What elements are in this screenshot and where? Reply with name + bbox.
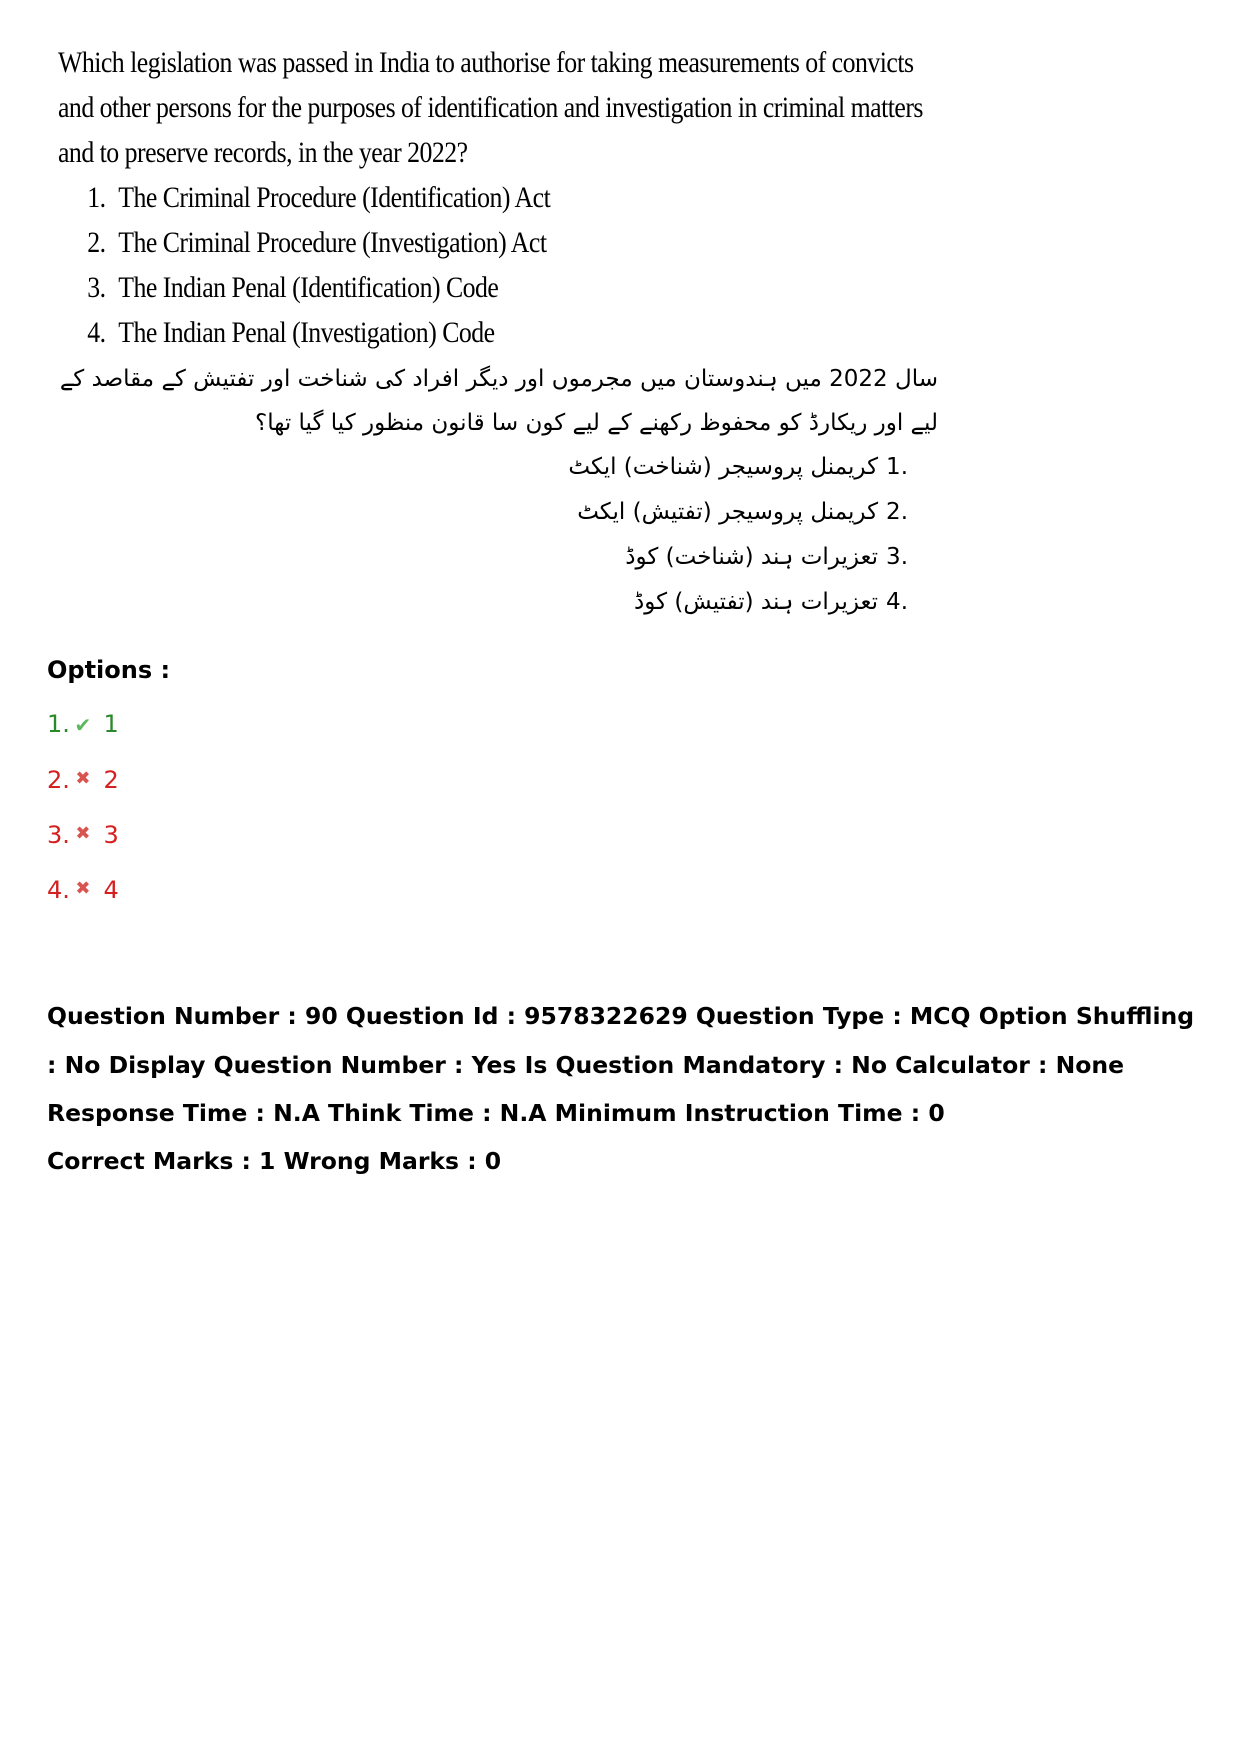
question-image bbox=[58, 40, 948, 625]
option-text: The Criminal Procedure (Investigation) Act bbox=[118, 226, 547, 259]
answer-value: 1 bbox=[103, 710, 119, 738]
answer-options-list bbox=[47, 708, 119, 928]
option-text: تعزیرات ہند (شناخت) کوڈ bbox=[625, 544, 879, 570]
cross-icon: ✖ bbox=[75, 878, 91, 899]
option-number: .3 bbox=[886, 544, 908, 570]
english-option bbox=[87, 220, 823, 265]
urdu-option bbox=[58, 535, 908, 580]
answer-option-3 bbox=[47, 818, 119, 873]
answer-number: 2. bbox=[47, 766, 70, 794]
option-text: تعزیرات ہند (تفتیش) کوڈ bbox=[634, 589, 879, 615]
question-text-english: Which legislation was passed in India to authorise for taking measurements of convicts and other persons for the purposes of identification and investigation in criminal matters and to preserve records, in the year 2022? bbox=[58, 46, 923, 169]
english-option bbox=[87, 175, 823, 220]
english-option bbox=[87, 310, 823, 355]
answer-number: 4. bbox=[47, 876, 70, 904]
option-number: 1. bbox=[87, 181, 106, 214]
option-text: The Indian Penal (Investigation) Code bbox=[118, 316, 495, 349]
option-text: کریمنل پروسیجر (شناخت) ایکٹ bbox=[568, 454, 879, 480]
option-number: .1 bbox=[886, 454, 908, 480]
answer-value: 2 bbox=[103, 766, 119, 794]
question-options-urdu bbox=[58, 445, 938, 625]
check-icon: ✔ bbox=[74, 713, 92, 737]
question-text-urdu: سال 2022 میں ہندوستان میں مجرموں اور دیگر افراد کی شناخت اور تفتیش کے مقاصد کے لیے اور ریکارڈ کو محفوظ رکھنے کے لیے کون سا قانون منظور کیا گیا تھا؟ bbox=[59, 366, 938, 436]
urdu-option bbox=[58, 490, 908, 535]
english-option bbox=[87, 265, 823, 310]
question-metadata: Question Number : 90 Question Id : 9578322629 Question Type : MCQ Option Shuffling : No Display Question Number : Yes Is Question Mandatory : No Calculator : None Response Time : N.A Think Time : N.A Minimum Instruction Time : 0 bbox=[47, 1002, 1195, 1127]
cross-icon: ✖ bbox=[75, 823, 91, 844]
answer-number: 1. bbox=[47, 710, 70, 738]
urdu-option bbox=[58, 445, 908, 490]
marks-info: Correct Marks : 1 Wrong Marks : 0 bbox=[47, 1147, 502, 1175]
option-text: کریمنل پروسیجر (تفتیش) ایکٹ bbox=[577, 499, 879, 525]
urdu-option bbox=[58, 580, 908, 625]
answer-option-1 bbox=[47, 708, 119, 763]
answer-option-4 bbox=[47, 873, 119, 928]
option-text: The Indian Penal (Identification) Code bbox=[118, 271, 499, 304]
answer-value: 3 bbox=[103, 821, 119, 849]
option-number: 4. bbox=[87, 316, 106, 349]
options-heading: Options : bbox=[47, 656, 171, 684]
question-options-english bbox=[58, 175, 823, 355]
answer-number: 3. bbox=[47, 821, 70, 849]
answer-value: 4 bbox=[103, 876, 119, 904]
option-number: 3. bbox=[87, 271, 106, 304]
option-number: .2 bbox=[886, 499, 908, 525]
answer-option-2 bbox=[47, 763, 119, 818]
cross-icon: ✖ bbox=[75, 768, 91, 789]
option-number: 2. bbox=[87, 226, 106, 259]
option-text: The Criminal Procedure (Identification) Act bbox=[118, 181, 551, 214]
option-number: .4 bbox=[886, 589, 908, 615]
